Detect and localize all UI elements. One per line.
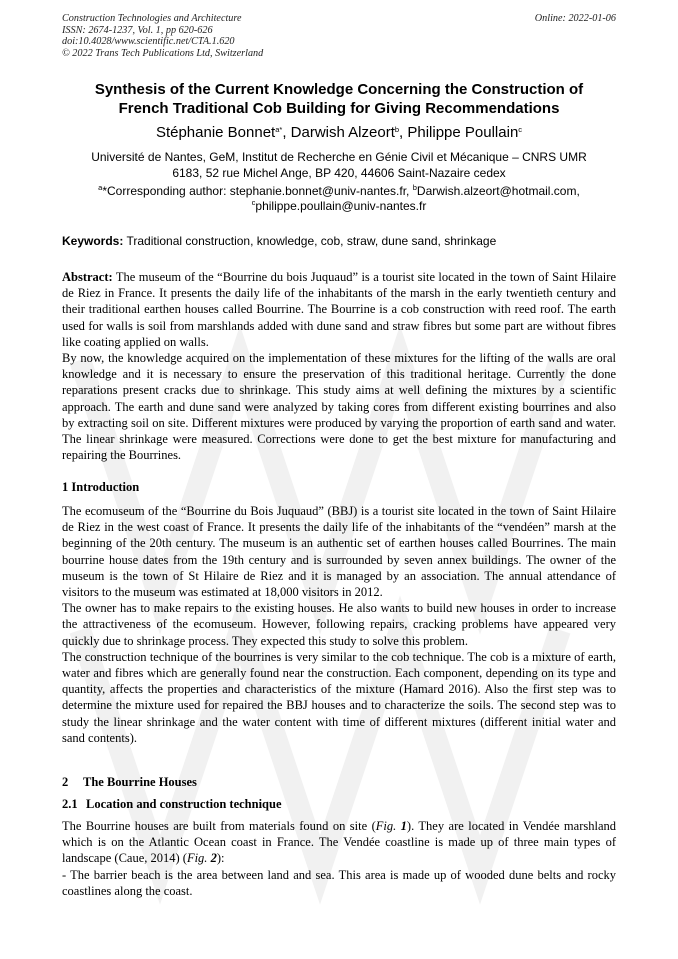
figure-reference-link[interactable]: Fig. 2 <box>186 851 217 866</box>
author-list <box>62 124 616 142</box>
abstract-paragraph: Abstract: The museum of the “Bourrine du bois Juquaud” is a tourist site located in the town of Saint Hilaire de Riez in France. It presents the daily life of the inhabitants of the marsh in the early twentieth century and their traditional earthen houses called Bourrine. The Bourrine is a cob construction with reed roof. The earth used for walls is soil from marshlands added with dune sand and straw fibres but some part are without fibres like coating applied on walls. <box>62 270 616 349</box>
keywords-text: Traditional construction, knowledge, cob, straw, dune sand, shrinkage <box>123 234 497 248</box>
title-line: Synthesis of the Current Knowledge Concerning the Construction of <box>94 81 584 98</box>
introduction-body <box>62 503 616 746</box>
body-paragraph: - The barrier beach is the area between land and sea. This area is made up of wooded dune belts and rocky coastlines along the coast. <box>62 867 616 898</box>
body-paragraph: The ecomuseum of the “Bourrine du Bois Juquaud” (BBJ) is a tourist site located in the town of Saint Hilaire de Riez in the west coast of France. It presents the daily life of the inhabitants of the “vendéen” marsh at the beginning of the 20th century. The museum is an authentic set of earthen houses called Bourrines. The main bourrine house dates from the 19th century and is surrounded by seven annex buildings. The owner of the museum is the town of St Hilaire de Riez and it is managed by an association. The annual attendance of visitors to the museum was estimated at 18,000 visitors in 2012. <box>62 504 616 600</box>
corr-mark: c <box>251 198 256 207</box>
subsection-heading-location <box>62 796 616 812</box>
abstract-label: Abstract: <box>62 270 113 284</box>
journal-issn: ISSN: 2674-1237, Vol. 1, pp 620-626 <box>62 24 213 36</box>
figure-reference-link[interactable]: Fig. 1 <box>375 819 407 833</box>
journal-header <box>62 13 616 59</box>
body-paragraph: The Bourrine houses are built from materials found on site (Fig. 1). They are located in Vendée marshland which is on the Atlantic Ocean coast in France. The Vendée coastline is made up of three main types of landscape (Caue, 2014) (Fig. 2): <box>62 819 616 866</box>
affiliation-line: 6183, 52 rue Michel Ange, BP 420, 44606 Saint-Nazaire cedex <box>172 165 506 180</box>
subsection-title: Location and construction technique <box>86 797 282 811</box>
corr-mark: a <box>98 183 103 192</box>
abstract <box>62 269 616 463</box>
body-paragraph: The construction technique of the bourrines is very similar to the cob technique. The cob is a mixture of earth, water and fibres which are generally found near the construction. Each component, depending on its type and quantity, affects the properties and characteristics of the mixture (Hamard 2016). Also the first step was to determine the mixture used for repaired the BBJ houses and to characterize the soils. The second step was to study the linear shrinkage and the water content with time of different mixtures (different initial water and sand contents). <box>62 649 616 745</box>
corr-text: *Corresponding author: stephanie.bonnet@univ-nantes.fr, <box>102 184 413 198</box>
subsection-number: 2.1 <box>62 797 78 811</box>
corr-email: philippe.poullain@univ-nantes.fr <box>255 199 427 213</box>
online-date: Online: 2022-01-06 <box>534 13 616 24</box>
keywords <box>62 234 616 249</box>
author-affiliation-mark: c <box>518 125 523 134</box>
author-name: Darwish Alzeort <box>290 124 395 141</box>
abstract-paragraph: By now, the knowledge acquired on the implementation of these mixtures for the lifting of the walls are oral knowledge and it is necessary to ensure the preservation of this traditional heritage. Currently the done reparations present cracks due to shrinkage. This study aims at well defining the mixtures by a scientific approach. The earth and dune sand were analyzed by taking cores from different existing bourrines and also by extracting soil on site. Different mixtures were produced by varying the proportion of earth sand and water. The linear shrinkage were measured. Corrections were done to get the best mixture for manufacturing and repairing the Bourrines. <box>62 351 616 463</box>
affiliation-line: Université de Nantes, GeM, Institut de Recherche en Génie Civil et Mécanique – CNRS UMR <box>91 150 587 164</box>
journal-doi: doi:10.4028/www.scientific.net/CTA.1.620 <box>62 36 235 48</box>
section-heading-bourrine-houses <box>62 774 616 790</box>
paper-title <box>62 80 616 118</box>
author-name: Stéphanie Bonnet <box>155 124 276 141</box>
title-line: French Traditional Cob Building for Giving Recommendations <box>118 100 560 117</box>
corresponding-authors <box>62 184 616 214</box>
journal-name: Construction Technologies and Architecture <box>62 13 242 24</box>
section-title: The Bourrine Houses <box>83 775 197 789</box>
section-number: 2 <box>62 775 69 789</box>
author-affiliation-mark: b <box>394 125 400 134</box>
author-name: Philippe Poullain <box>407 124 519 141</box>
corr-email: Darwish.alzeort@hotmail.com, <box>416 184 580 198</box>
body-paragraph: The owner has to make repairs to the existing houses. He also wants to build new houses in order to increase the attractiveness of the ecomuseum. However, following repairs, cracking problems have appeared very quickly due to shrinkage process. They expected this study to solve this problem. <box>62 601 616 648</box>
author-affiliation-mark: a* <box>275 125 283 134</box>
affiliation <box>70 150 608 181</box>
author-separator: , <box>282 124 291 141</box>
section-heading-introduction: 1 Introduction <box>62 480 140 494</box>
author-separator: , <box>399 124 408 141</box>
corr-mark: b <box>412 183 417 192</box>
keywords-label: Keywords: <box>62 234 124 248</box>
journal-copyright: © 2022 Trans Tech Publications Ltd, Switzerland <box>62 47 264 59</box>
location-body <box>62 818 616 899</box>
